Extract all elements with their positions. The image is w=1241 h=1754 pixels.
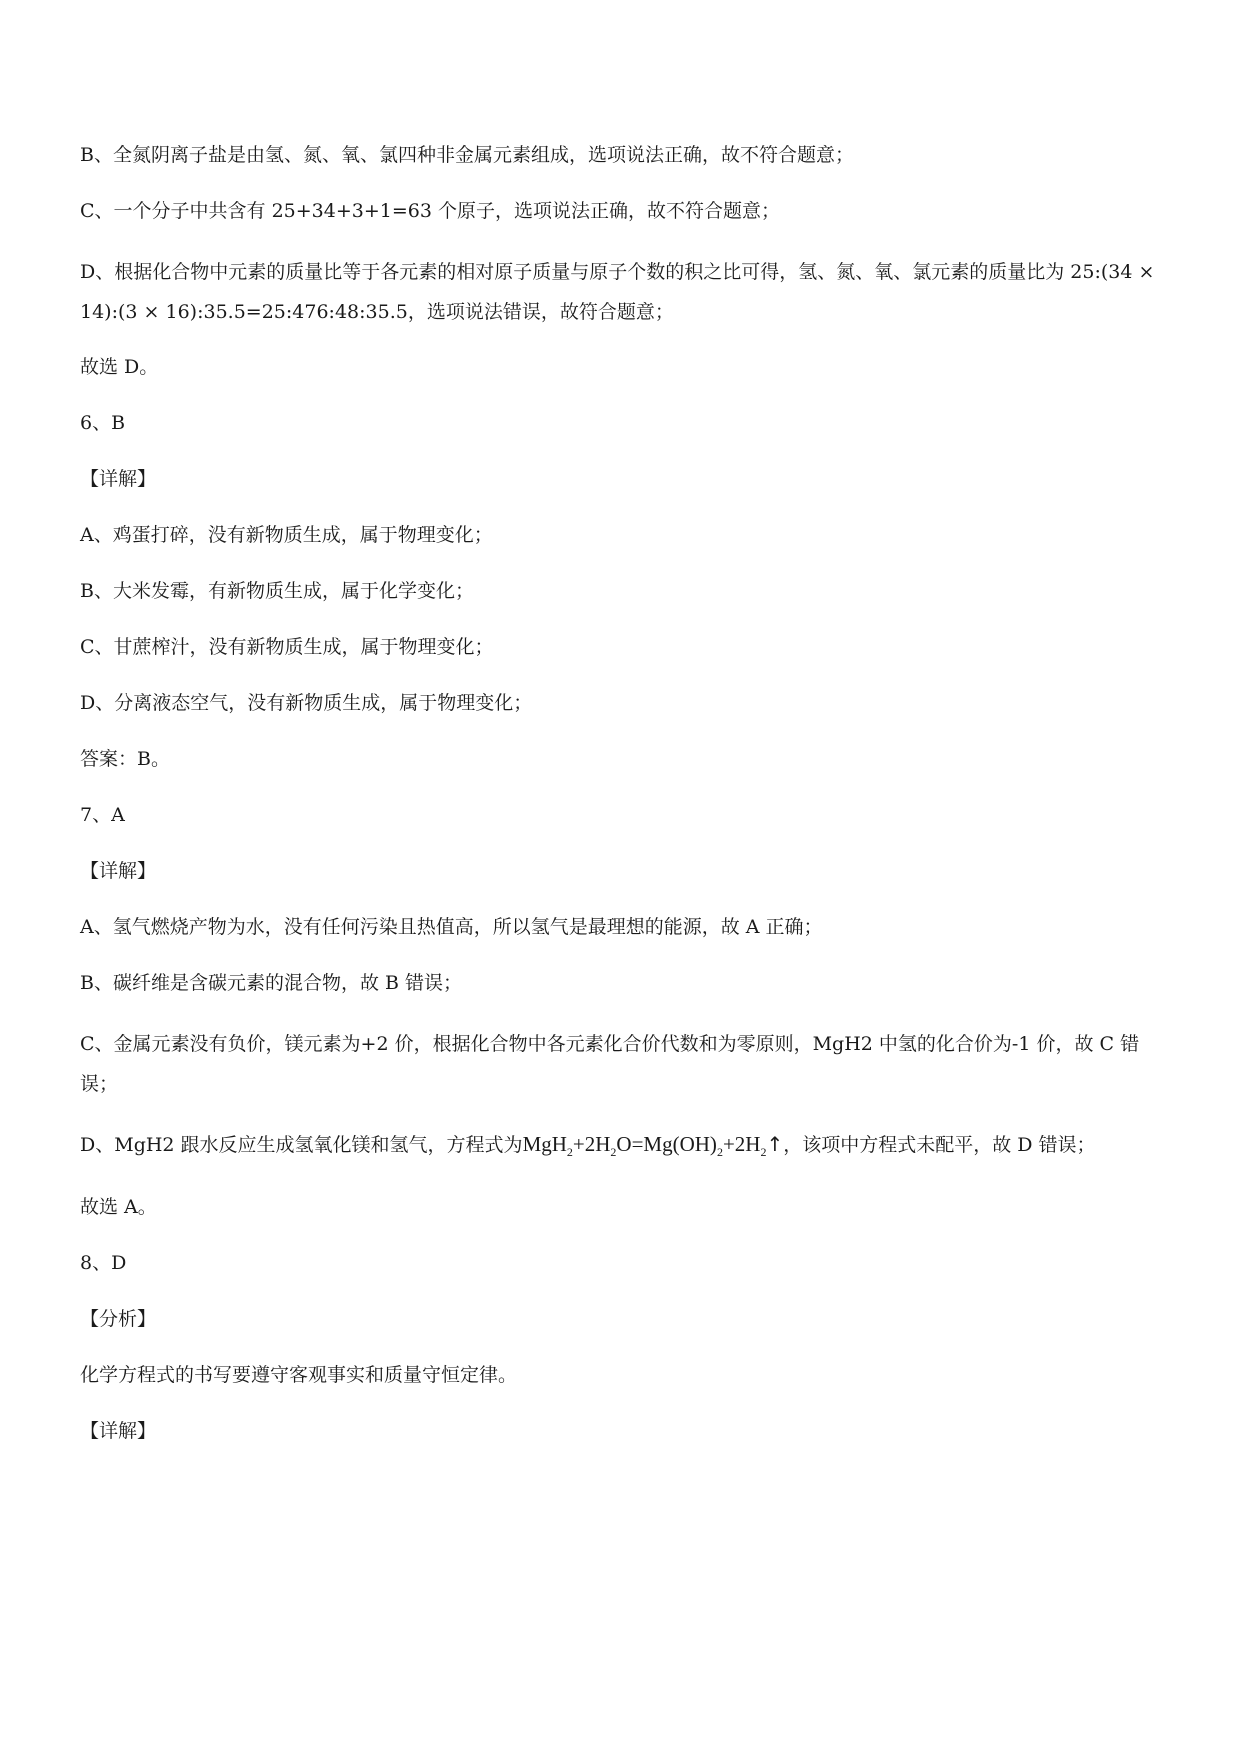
chemical-equation [522,1132,784,1160]
q6-option-d: D、分离液态空气，没有新物质生成，属于物理变化； [80,692,533,714]
q5-selection: 故选 D。 [80,356,159,378]
eq-part: +2H [572,1132,611,1156]
q6-option-c: C、甘蔗榨汁，没有新物质生成，属于物理变化； [80,636,494,658]
q8-answer: 8、D [80,1252,127,1275]
up-arrow-icon: ↑ [766,1132,784,1156]
q7-option-c: C、金属元素没有负价，镁元素为+2 价，根据化合物中各元素化合价代数和为零原则，MgH2 中氢的化合价为-1 价，故 C 错误； [80,1033,1140,1095]
document-page [80,140,1160,1472]
q8-analysis-header: 【分析】 [80,1308,157,1331]
eq-subscript: 2 [610,1145,617,1160]
eq-subscript: 2 [760,1145,767,1160]
q7-option-d [80,1124,1160,1172]
q7-answer: 7、A [80,804,125,826]
q8-detail-header: 【详解】 [80,1420,157,1443]
q6-option-b: B、大米发霉，有新物质生成，属于化学变化； [80,580,474,602]
q7-option-a: A、氢气燃烧产物为水，没有任何污染且热值高，所以氢气是最理想的能源，故 A 正确； [80,916,823,938]
q8-analysis-text: 化学方程式的书写要遵守客观事实和质量守恒定律。 [80,1364,518,1387]
eq-subscript: 2 [566,1145,573,1160]
q7-detail-header: 【详解】 [80,860,157,882]
eq-part: O=Mg [616,1132,673,1156]
q6-option-a: A、鸡蛋打碎，没有新物质生成，属于物理变化； [80,524,493,546]
q6-detail-header: 【详解】 [80,468,157,490]
eq-part: +2H [722,1132,761,1156]
eq-part: MgH [522,1132,567,1156]
q5-option-d: D、根据化合物中元素的质量比等于各元素的相对原子质量与原子个数的积之比可得，氢、氮、氧、氯元素的质量比为 25:(34 × 14):(3 × 16):35.5=25:476:48:35.5，选项说法错误，故符合题意； [80,261,1161,323]
q6-final-answer: 答案：B。 [80,748,170,770]
q6-answer: 6、B [80,412,126,434]
q5-option-c: C、一个分子中共含有 25+34+3+1=63 个原子，选项说法正确，故不符合题意； [80,200,781,222]
q7-option-b: B、碳纤维是含碳元素的混合物，故 B 错误； [80,972,463,994]
eq-part: (OH) [672,1132,717,1156]
eq-subscript: 2 [716,1145,723,1160]
q7-selection: 故选 A。 [80,1196,157,1219]
q7-option-d-text-after: ，该项中方程式未配平，故 D 错误； [783,1134,1096,1156]
q7-option-d-text-before: D、MgH2 跟水反应生成氢氧化镁和氢气，方程式为 [80,1134,523,1156]
q5-option-b: B、全氮阴离子盐是由氢、氮、氧、氯四种非金属元素组成，选项说法正确，故不符合题意； [80,144,854,166]
